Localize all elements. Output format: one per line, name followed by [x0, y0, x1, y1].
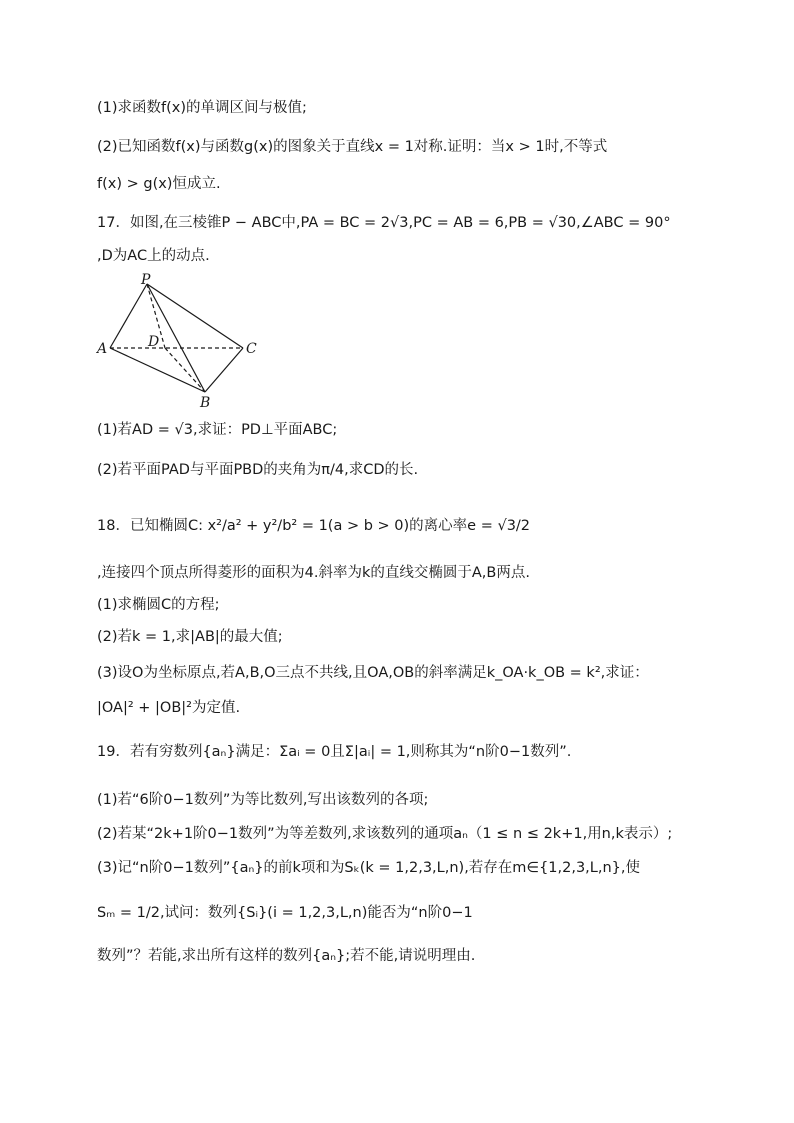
label-p: P — [141, 272, 151, 288]
label-b: B — [200, 395, 211, 411]
q16-part2-line1: (2)已知函数f(x)与函数g(x)的图象关于直线x = 1对称.证明：当x > 1时,不等式 — [97, 139, 608, 155]
edge-pc — [147, 284, 243, 348]
q17-stem-line1: 17．如图,在三棱锥P − ABC中,PA = BC = 2√3,PC = AB = 6,PB = √30,∠ABC = 90° — [97, 215, 671, 231]
edge-bc — [205, 348, 243, 392]
q18-part3-line1: (3)设O为坐标原点,若A,B,O三点不共线,且OA,OB的斜率满足k_OA·k_OB = k²,求证： — [97, 665, 649, 681]
label-a: A — [97, 341, 108, 357]
q17-part2: (2)若平面PAD与平面PBD的夹角为π/4,求CD的长. — [97, 462, 419, 478]
q18-stem-line2: ,连接四个顶点所得菱形的面积为4.斜率为k的直线交椭圆于A,B两点. — [97, 565, 530, 581]
q18-part3-line2: |OA|² + |OB|²为定值. — [97, 700, 241, 716]
label-d: D — [148, 334, 160, 350]
q18-part1: (1)求椭圆C的方程; — [97, 597, 220, 613]
q19-part3-line2: Sₘ = 1/2,试问：数列{Sᵢ}(i = 1,2,3,L,n)能否为“n阶0−1 — [97, 905, 473, 921]
q19-part2: (2)若某“2k+1阶0−1数列”为等差数列,求该数列的通项aₙ（1 ≤ n ≤ 2k+1,用n,k表示）; — [97, 826, 673, 842]
q17-stem-line2: ,D为AC上的动点. — [97, 248, 210, 264]
q18-stem-line1: 18．已知椭圆C: x²/a² + y²/b² = 1(a > b > 0)的离心率e = √3/2 — [97, 518, 531, 534]
q18-part2: (2)若k = 1,求|AB|的最大值; — [97, 629, 283, 645]
tetrahedron-figure — [95, 272, 265, 412]
q19-part3-line3: 数列”？若能,求出所有这样的数列{aₙ};若不能,请说明理由. — [97, 948, 476, 964]
q16-part1: (1)求函数f(x)的单调区间与极值; — [97, 100, 307, 116]
q17-part1: (1)若AD = √3,求证：PD⊥平面ABC; — [97, 422, 338, 438]
q19-part1: (1)若“6阶0−1数列”为等比数列,写出该数列的各项; — [97, 792, 429, 808]
q19-part3-line1: (3)记“n阶0−1数列”{aₙ}的前k项和为Sₖ(k = 1,2,3,L,n),若存在m∈{1,2,3,L,n},使 — [97, 860, 641, 876]
label-c: C — [246, 341, 257, 357]
q19-stem: 19．若有穷数列{aₙ}满足：Σaᵢ = 0且Σ|aᵢ| = 1,则称其为“n阶0−1数列”. — [97, 744, 572, 760]
edge-ab — [110, 348, 205, 392]
q16-part2-line2: f(x) > g(x)恒成立. — [97, 176, 221, 192]
edge-pa — [110, 284, 147, 348]
